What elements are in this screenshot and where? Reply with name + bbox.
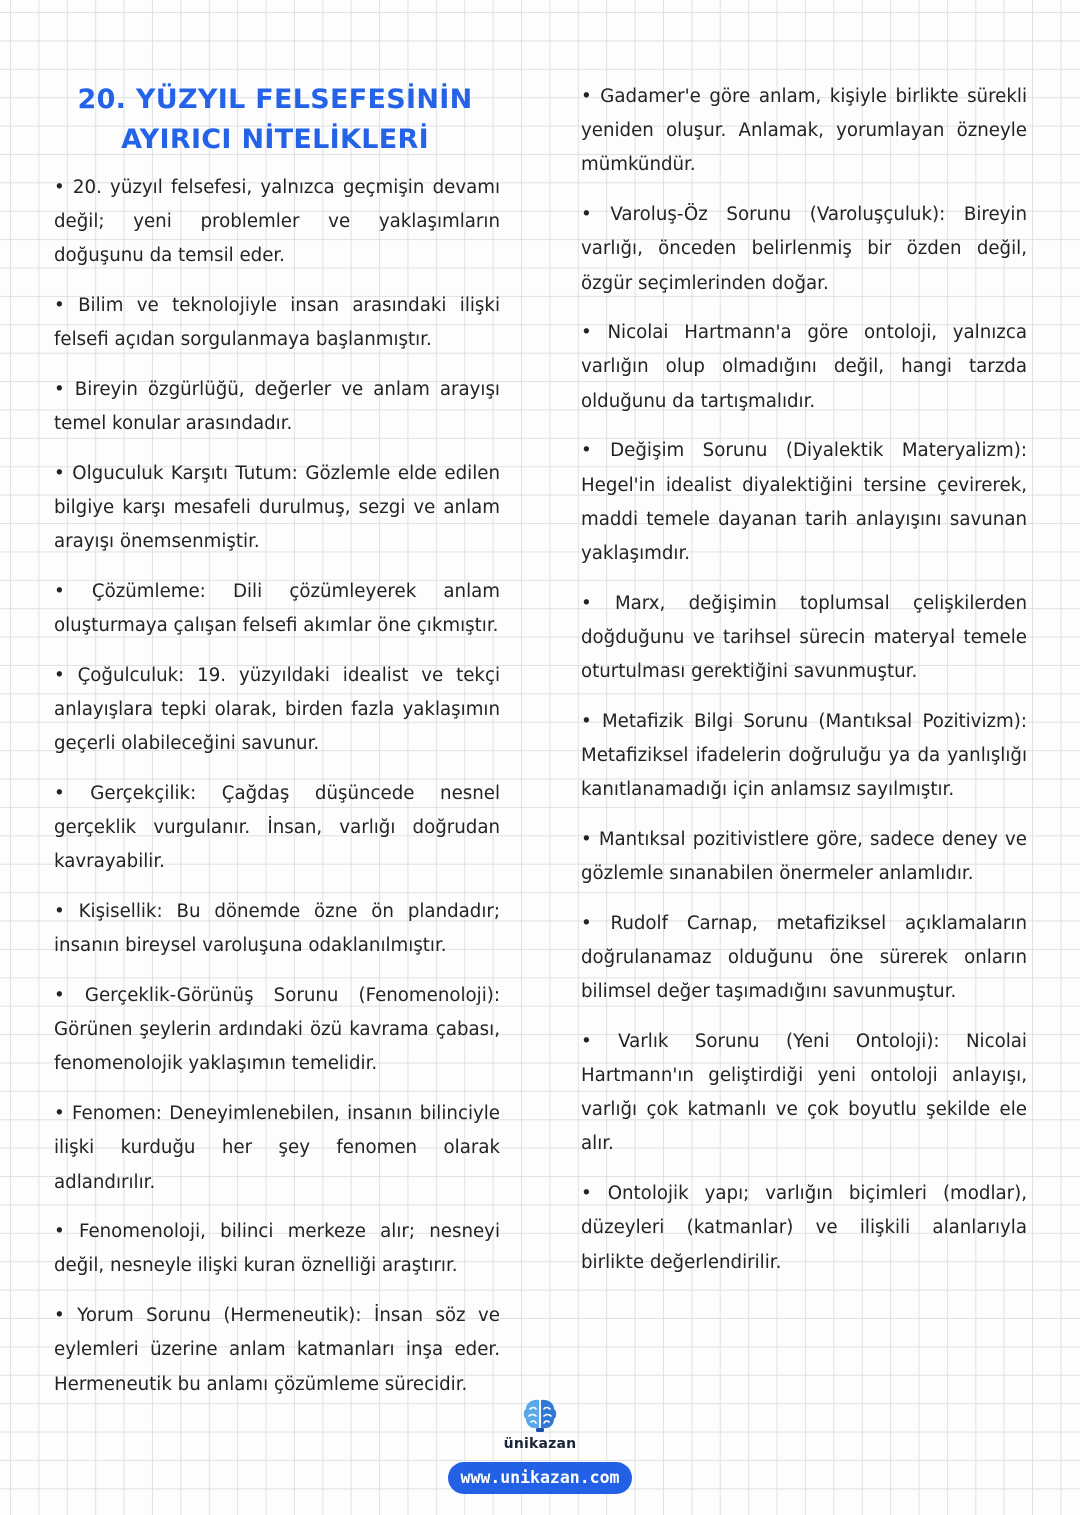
- bullet-item: • Nicolai Hartmann'a göre ontoloji, yalnızca varlığın olup olmadığını değil, hangi tarzda olduğunu da tartışmalıdır.: [581, 322, 1027, 412]
- page-title-line-2: AYIRICI NİTELİKLERİ: [121, 124, 429, 155]
- bullet-item: • Değişim Sorunu (Diyalektik Materyalizm): Hegel'in idealist diyalektiğini tersine çevirerek, maddi temele dayanan tarih anlayışını savunan yaklaşımdır.: [581, 440, 1027, 564]
- right-column: [581, 80, 1027, 1295]
- bullet-item: • Fenomen: Deneyimlenebilen, insanın bilinciyle ilişki kurduğu her şey fenomen olarak adlandırılır.: [54, 1103, 500, 1193]
- bullet-item: • Gerçeklik-Görünüş Sorunu (Fenomenoloji): Görünen şeylerin ardındaki özü kavrama çabası, fenomenolojik yaklaşımın temelidir.: [54, 985, 500, 1075]
- bullet-item: • Varoluş-Öz Sorunu (Varoluşçuluk): Bireyin varlığı, önceden belirlenmiş bir özden değil, özgür seçimlerinden doğar.: [581, 204, 1027, 294]
- bullet-item: • Gerçekçilik: Çağdaş düşüncede nesnel gerçeklik vurgulanır. İnsan, varlığı doğrudan kavrayabilir.: [54, 783, 500, 873]
- bullet-item: • Olguculuk Karşıtı Tutum: Gözlemle elde edilen bilgiye karşı mesafeli durulmuş, sezgi ve anlam arayışı önemsenmiştir.: [54, 462, 500, 553]
- bullet-item: • Ontolojik yapı; varlığın biçimleri (modlar), düzeyleri (katmanlar) ve ilişkili alanlarıyla birlikte değerlendirilir.: [581, 1183, 1027, 1273]
- bullet-item: • Marx, değişimin toplumsal çelişkilerden doğduğunu ve tarihsel sürecin materyal temele oturtulması gerektiğini savunmuştur.: [581, 592, 1027, 683]
- bullet-item: • Kişisellik: Bu dönemde özne ön plandadır; insanın bireysel varoluşuna odaklanılmıştır.: [54, 901, 500, 957]
- bullet-item: • Çoğulculuk: 19. yüzyıldaki idealist ve tekçi anlayışlara tepki olarak, birden fazla yaklaşımın geçerli olabileceğini savunur.: [54, 664, 500, 755]
- website-link[interactable]: www.unikazan.com: [448, 1462, 632, 1494]
- brand-logo: [490, 1396, 590, 1452]
- bullet-item: • Çözümleme: Dili çözümleyerek anlam oluşturmaya çalışan felsefi akımlar öne çıkmıştır.: [54, 581, 500, 637]
- bullet-item: • Varlık Sorunu (Yeni Ontoloji): Nicolai Hartmann'ın geliştirdiği yeni ontoloji anlayışı, varlığı çok katmanlı ve çok boyutlu şekilde ele alır.: [581, 1030, 1027, 1155]
- bullet-item: • Metafizik Bilgi Sorunu (Mantıksal Pozitivizm): Metafiziksel ifadelerin doğruluğu ya da yanlışlığı kanıtlanamadığı için anlamsız sayılmıştır.: [581, 710, 1027, 801]
- bullet-item: • Mantıksal pozitivistlere göre, sadece deney ve gözlemle sınanabilen önermeler anlamlıdır.: [581, 828, 1027, 885]
- bullet-item: • Gadamer'e göre anlam, kişiyle birlikte sürekli yeniden oluşur. Anlamak, yorumlayan özneyle mümkündür.: [581, 86, 1027, 176]
- page-title-line-1: 20. YÜZYIL FELSEFESİNİN: [77, 84, 473, 115]
- bullet-item: • 20. yüzyıl felsefesi, yalnızca geçmişin devamı değil; yeni problemler ve yaklaşımların doğuşunu da temsil eder.: [54, 177, 500, 267]
- bullet-item: • Rudolf Carnap, metafiziksel açıklamaların doğrulanamaz olduğunu öne sürerek onların bilimsel değer taşımadığını savunmuştur.: [581, 912, 1027, 1003]
- bullet-item: • Bireyin özgürlüğü, değerler ve anlam arayışı temel konular arasındadır.: [54, 379, 500, 435]
- logo-text: ünikazan: [503, 1436, 577, 1452]
- bullet-item: • Yorum Sorunu (Hermeneutik): İnsan söz ve eylemleri üzerine anlam katmanları inşa eder. Hermeneutik bu anlamı çözümleme sürecidir.: [54, 1305, 500, 1395]
- brain-logo-icon: [520, 1396, 560, 1434]
- page-title: [50, 80, 500, 160]
- bullet-item: • Fenomenoloji, bilinci merkeze alır; nesneyi değil, nesneyle ilişki kuran öznelliği araştırır.: [54, 1221, 500, 1277]
- left-column: [54, 171, 500, 1417]
- bullet-item: • Bilim ve teknolojiyle insan arasındaki ilişki felsefi açıdan sorgulanmaya başlanmıştır.: [54, 295, 500, 351]
